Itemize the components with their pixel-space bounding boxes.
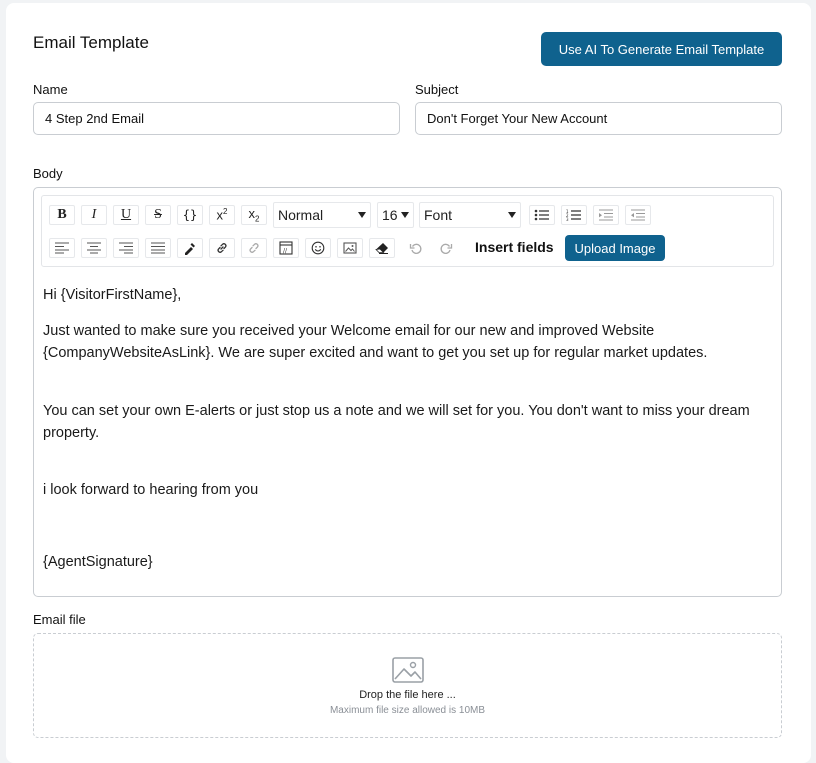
chevron-down-icon <box>358 212 366 218</box>
image-icon[interactable] <box>337 238 363 258</box>
body-label: Body <box>33 166 63 181</box>
insert-fields-button[interactable]: Insert fields <box>475 239 554 255</box>
heading-select[interactable] <box>273 202 371 228</box>
image-placeholder-icon <box>392 657 424 683</box>
color-picker-icon[interactable] <box>177 238 203 258</box>
generate-ai-template-button[interactable]: Use AI To Generate Email Template <box>541 32 782 66</box>
indent-icon[interactable] <box>593 205 619 225</box>
subject-input[interactable] <box>415 102 782 135</box>
code-braces-icon[interactable]: {} <box>177 205 203 225</box>
outdent-icon[interactable] <box>625 205 651 225</box>
editor-toolbar <box>41 195 774 267</box>
align-left-icon[interactable] <box>49 238 75 258</box>
chevron-down-icon <box>401 212 409 218</box>
align-justify-icon[interactable] <box>145 238 171 258</box>
name-label: Name <box>33 82 68 97</box>
emoji-icon[interactable] <box>305 238 331 258</box>
svg-text:2: 2 <box>566 213 569 218</box>
code-block-icon[interactable] <box>273 238 299 258</box>
font-family-select[interactable] <box>419 202 521 228</box>
heading-select-value: Normal <box>278 207 324 223</box>
subject-label: Subject <box>415 82 459 97</box>
redo-icon[interactable] <box>433 238 459 258</box>
chevron-down-icon <box>508 212 516 218</box>
font-size-select[interactable] <box>377 202 414 228</box>
link-icon[interactable] <box>209 238 235 258</box>
file-size-hint: Maximum file size allowed is 10MB <box>329 705 486 716</box>
eraser-icon[interactable] <box>369 238 395 258</box>
email-file-label: Email file <box>33 612 86 627</box>
strikethrough-icon[interactable]: S <box>145 205 171 225</box>
font-family-select-value: Font <box>424 207 453 223</box>
unlink-icon[interactable] <box>241 238 267 258</box>
name-input[interactable] <box>33 102 400 135</box>
font-size-select-value: 16 <box>382 207 398 223</box>
upload-image-button[interactable]: Upload Image <box>565 235 665 261</box>
svg-text:3: 3 <box>566 217 569 221</box>
undo-icon[interactable] <box>403 238 429 258</box>
align-right-icon[interactable] <box>113 238 139 258</box>
svg-text:1: 1 <box>566 209 569 214</box>
paragraph-closing: i look forward to hearing from you <box>43 482 259 498</box>
paragraph-e-alerts: You can set your own E-alerts or just stop us a note and we will set for you. You don't want to miss your dream property. <box>43 403 750 441</box>
svg-text://: // <box>283 247 288 255</box>
paragraph-signature: {AgentSignature} <box>43 554 153 570</box>
paragraph-intro: Just wanted to make sure you received your Welcome email for our new and improved Website {CompanyWebsiteAsLink}. We are super excited and want to get you set up for regular market updates. <box>43 323 708 361</box>
underline-icon[interactable]: U <box>113 205 139 225</box>
paragraph-greeting: Hi {VisitorFirstName}, <box>43 287 182 303</box>
italic-icon[interactable]: I <box>81 205 107 225</box>
numbered-list-icon[interactable] <box>561 205 587 225</box>
align-center-icon[interactable] <box>81 238 107 258</box>
bold-icon[interactable]: B <box>49 205 75 225</box>
bullet-list-icon[interactable] <box>529 205 555 225</box>
body-editor <box>33 187 782 597</box>
superscript-icon[interactable]: $x^2$ <box>209 205 235 225</box>
page-title: Email Template <box>33 33 149 52</box>
subscript-icon[interactable]: $x_2$ <box>241 205 267 225</box>
email-file-dropzone[interactable] <box>33 633 782 738</box>
drop-instruction: Drop the file here ... <box>359 689 456 701</box>
